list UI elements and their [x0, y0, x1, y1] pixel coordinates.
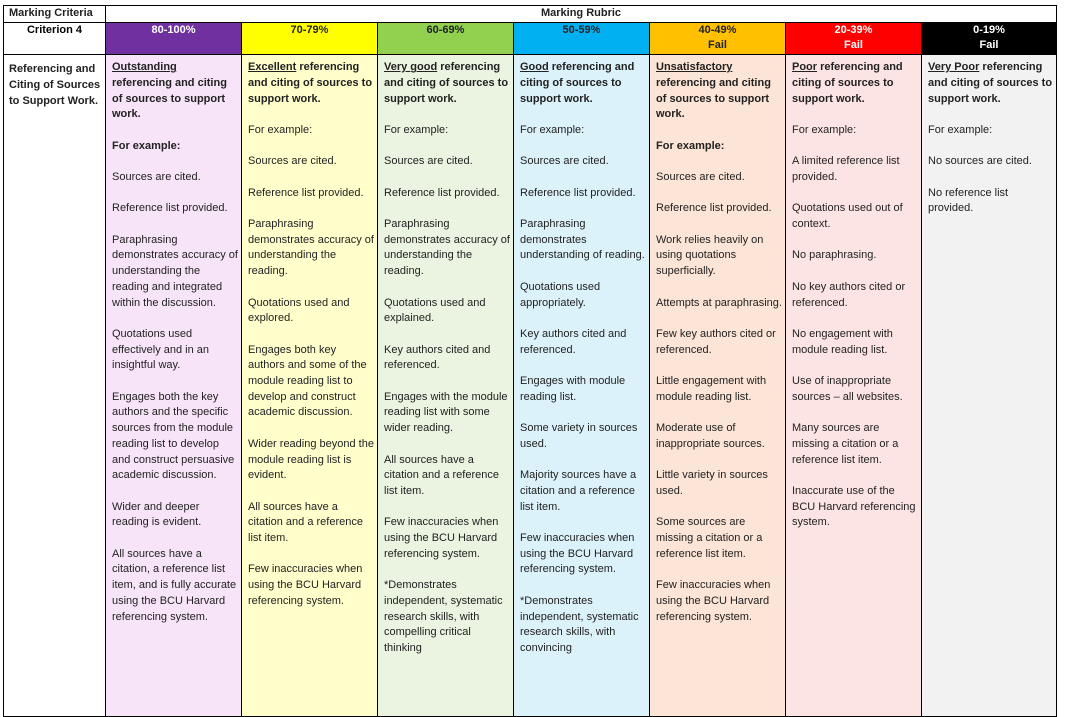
- grade-header-20-39: [786, 22, 922, 54]
- marking-criteria-header: Marking Criteria: [4, 6, 106, 23]
- descriptor-item: Few inaccuracies when using the BCU Harvard referencing system.: [520, 532, 635, 576]
- for-example-label: For example:: [384, 123, 449, 136]
- descriptor-item: *Demonstrates independent, systematic research skills, with compelling critical thinking: [384, 579, 503, 654]
- descriptor-item: Wider and deeper reading is evident.: [112, 500, 202, 529]
- descriptor-level-word: Poor: [792, 61, 818, 74]
- grade-header-0-19: [922, 22, 1057, 54]
- descriptor-item: Sources are cited.: [656, 171, 745, 183]
- descriptor-item: Quotations used appropriately.: [520, 280, 601, 309]
- descriptor-lead-text: referencing and citing of sources to support work.: [112, 76, 227, 121]
- descriptor-item: A limited reference list provided.: [792, 155, 900, 183]
- descriptor-cell-0-19: [922, 55, 1057, 717]
- for-example-label: For example:: [248, 123, 313, 136]
- grade-header-80-100: [106, 22, 242, 54]
- descriptor-item: Reference list provided.: [112, 202, 228, 215]
- descriptor-item: Wider reading beyond the module reading list is evident.: [248, 437, 374, 482]
- grade-status: Fail: [708, 39, 727, 52]
- descriptor-item: Engages with the module reading list with some wider reading.: [384, 390, 508, 435]
- grade-range: 50-59%: [562, 23, 601, 36]
- descriptor-lead: [792, 60, 918, 107]
- for-example-label: For example:: [792, 123, 857, 136]
- descriptor-lead-text: referencing and citing of sources to support work.: [384, 61, 509, 105]
- descriptor-item: Some sources are missing a citation or a reference list item.: [656, 516, 763, 560]
- descriptor-item: Sources are cited.: [384, 155, 473, 168]
- descriptor-item: No engagement with module reading list.: [792, 327, 893, 356]
- grade-header-50-59: [514, 22, 650, 54]
- descriptor-item: Sources are cited.: [112, 171, 201, 183]
- descriptor-item: Some variety in sources used.: [520, 422, 638, 450]
- grade-range: 40-49%: [698, 23, 737, 36]
- descriptor-item: Paraphrasing demonstrates understanding of reading.: [520, 218, 645, 262]
- descriptor-level-word: Unsatisfactory: [656, 61, 733, 74]
- descriptor-item: *Demonstrates independent, systematic research skills, with convincing: [520, 594, 639, 654]
- criterion-content-row: [4, 55, 1057, 717]
- descriptor-item: Few inaccuracies when using the BCU Harvard referencing system.: [248, 563, 363, 607]
- descriptor-item: Engages both key authors and some of the module reading list to develop and construct academic discussion.: [248, 343, 367, 419]
- header-row-1: [4, 6, 1057, 23]
- descriptor-item: Quotations used and explained.: [384, 296, 486, 325]
- descriptor-lead-text: referencing and citing of sources to support work.: [520, 61, 635, 105]
- descriptor-lead: [656, 60, 782, 123]
- descriptor-item: Quotations used out of context.: [792, 202, 903, 231]
- criterion-description: Referencing and Citing of Sources to Support Work.: [4, 55, 106, 717]
- for-example-label: For example:: [928, 123, 993, 136]
- for-example-label: For example:: [520, 123, 585, 136]
- descriptor-level-word: Outstanding: [112, 61, 177, 74]
- descriptor-lead: [928, 60, 1053, 107]
- descriptor-lead: [520, 60, 646, 107]
- grade-range: 60-69%: [426, 23, 465, 36]
- descriptor-item: No paraphrasing.: [792, 249, 877, 262]
- grade-range: 80-100%: [151, 23, 196, 36]
- descriptor-item: Paraphrasing demonstrates accuracy of understanding the reading.: [248, 218, 374, 278]
- descriptor-cell-80-100: [106, 55, 242, 717]
- grade-header-row: [4, 22, 1057, 54]
- descriptor-lead-text: referencing and citing of sources to support work.: [656, 76, 771, 121]
- descriptor-item: All sources have a citation, a reference list item, and is fully accurate using the BCU Harvard referencing system.: [112, 547, 237, 623]
- descriptor-item: Key authors cited and referenced.: [384, 343, 491, 372]
- descriptor-item: Paraphrasing demonstrates accuracy of understanding the reading.: [384, 218, 510, 278]
- descriptor-item: Sources are cited.: [248, 155, 337, 168]
- descriptor-item: Work relies heavily on using quotations superficially.: [656, 233, 764, 278]
- descriptor-item: No key authors cited or referenced.: [792, 280, 906, 309]
- descriptor-item: No sources are cited.: [928, 155, 1032, 168]
- grade-header-40-49: [650, 22, 786, 54]
- descriptor-cell-70-79: [242, 55, 378, 717]
- descriptor-level-word: Very good: [384, 61, 438, 74]
- descriptor-item: Key authors cited and referenced.: [520, 327, 627, 356]
- descriptor-item: Little engagement with module reading list.: [656, 375, 767, 403]
- descriptor-level-word: Good: [520, 61, 549, 74]
- for-example-label: For example:: [656, 139, 725, 152]
- criterion-label: Criterion 4: [4, 22, 106, 54]
- descriptor-lead: [112, 60, 238, 123]
- marking-rubric-table: [3, 5, 1057, 717]
- descriptor-item: Reference list provided.: [384, 186, 500, 199]
- descriptor-lead-text: referencing and citing of sources to support work.: [928, 61, 1053, 105]
- descriptor-lead: [248, 60, 374, 107]
- grade-range: 20-39%: [834, 23, 873, 36]
- grade-range: 70-79%: [290, 23, 329, 36]
- for-example-label: For example:: [112, 139, 181, 152]
- grade-header-70-79: [242, 22, 378, 54]
- descriptor-item: Paraphrasing demonstrates accuracy of understanding the reading and integrated within the discussion.: [112, 233, 238, 309]
- descriptor-item: Attempts at paraphrasing.: [656, 296, 782, 309]
- descriptor-item: Reference list provided.: [520, 186, 636, 199]
- grade-status: Fail: [844, 39, 863, 52]
- descriptor-item: Engages with module reading list.: [520, 375, 626, 403]
- descriptor-level-word: Very Poor: [928, 61, 980, 74]
- marking-rubric-header: Marking Rubric: [106, 6, 1057, 23]
- descriptor-level-word: Excellent: [248, 61, 297, 74]
- descriptor-item: All sources have a citation and a reference list item.: [248, 500, 363, 545]
- descriptor-cell-40-49: [650, 55, 786, 717]
- descriptor-item: Engages both the key authors and the specific sources from the module reading list to develop and construct persuasive academic discussion.: [112, 390, 235, 482]
- descriptor-item: No reference list provided.: [928, 186, 1009, 215]
- descriptor-item: Few key authors cited or referenced.: [656, 327, 776, 356]
- grade-status: Fail: [979, 39, 999, 52]
- descriptor-item: Reference list provided.: [656, 202, 772, 215]
- grade-header-60-69: [378, 22, 514, 54]
- descriptor-cell-20-39: [786, 55, 922, 717]
- descriptor-lead: [384, 60, 510, 107]
- descriptor-lead-text: referencing and citing of sources to support work.: [792, 61, 903, 105]
- descriptor-cell-50-59: [514, 55, 650, 717]
- descriptor-item: Quotations used and explored.: [248, 296, 350, 325]
- descriptor-item: Few inaccuracies when using the BCU Harvard referencing system.: [656, 579, 771, 623]
- descriptor-lead-text: referencing and citing of sources to support work.: [248, 61, 373, 105]
- descriptor-item: Use of inappropriate sources – all websites.: [792, 375, 903, 403]
- descriptor-item: Many sources are missing a citation or a reference list item.: [792, 422, 899, 466]
- descriptor-item: Quotations used effectively and in an insightful way.: [112, 327, 210, 372]
- descriptor-item: Moderate use of inappropriate sources.: [656, 422, 765, 450]
- grade-range: 0-19%: [973, 23, 1005, 36]
- descriptor-item: Majority sources have a citation and a reference list item.: [520, 469, 637, 513]
- descriptor-item: All sources have a citation and a reference list item.: [384, 453, 499, 497]
- descriptor-item: Little variety in sources used.: [656, 469, 768, 497]
- descriptor-cell-60-69: [378, 55, 514, 717]
- descriptor-item: Sources are cited.: [520, 155, 609, 168]
- descriptor-item: Reference list provided.: [248, 186, 364, 199]
- descriptor-item: Inaccurate use of the BCU Harvard referencing system.: [792, 484, 916, 529]
- descriptor-item: Few inaccuracies when using the BCU Harvard referencing system.: [384, 516, 499, 560]
